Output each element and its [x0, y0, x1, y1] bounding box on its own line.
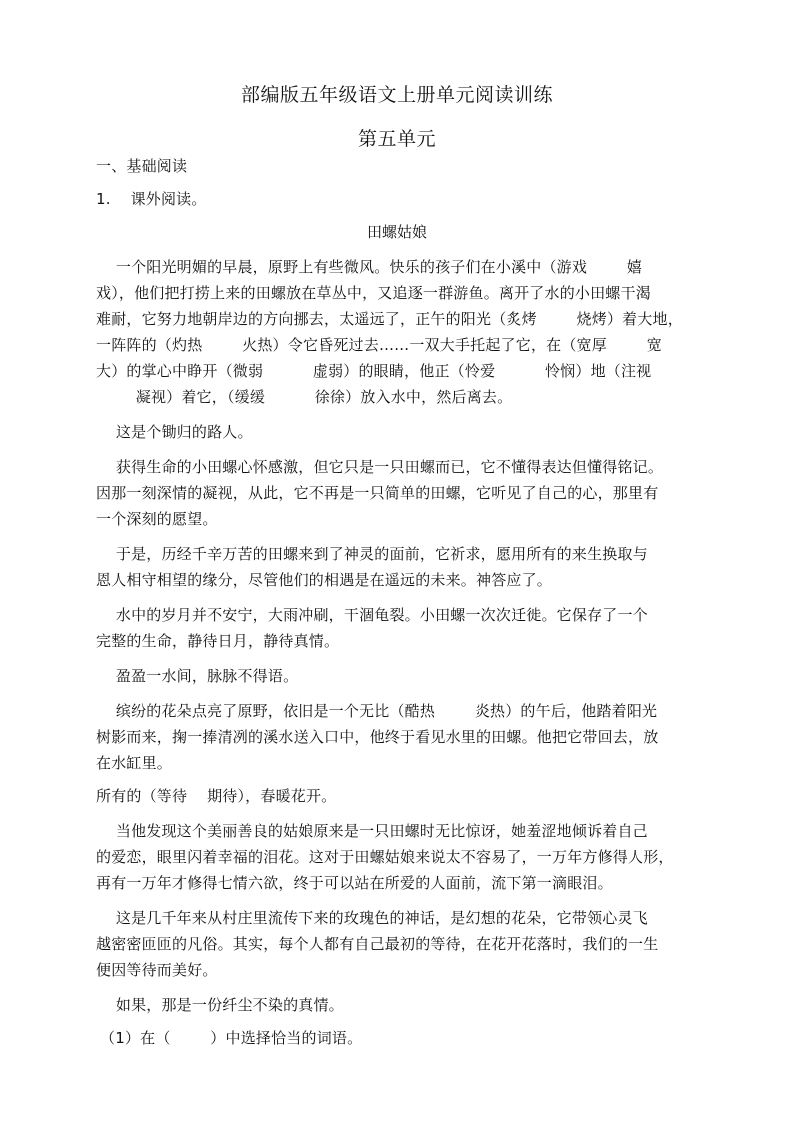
text-line: 如果，那是一份纤尘不染的真情。: [96, 996, 344, 1014]
text-line: 水中的岁月并不安宁，大雨冲刷，干涸龟裂。小田螺一次次迁徙。它保存了一个: [96, 606, 648, 624]
text-line: 在水缸里。: [96, 754, 173, 772]
sub-question-1: （1）在（ ）中选择恰当的词语。: [100, 1029, 363, 1047]
unit-heading: 第五单元: [357, 128, 436, 150]
text-line: 恩人相守相望的缘分，尽管他们的相遇是在遥远的未来。神答应了。: [96, 571, 553, 589]
question-1-label: 1. 课外阅读。: [96, 190, 207, 208]
text-line: 这是个锄归的路人。: [96, 423, 253, 441]
text-line: 于是，历经千辛万苦的田螺来到了神灵的面前，它祈求，愿用所有的来生换取与: [96, 545, 648, 563]
text-line: 戏），他们把打捞上来的田螺放在草丛中，又追逐一群游鱼。离开了水的小田螺干渴: [96, 284, 651, 302]
text-line: 所有的（等待 期待），春暖花开。: [96, 787, 337, 805]
text-line: 获得生命的小田螺心怀感激，但它只是一只田螺而已，它不懂得表达但懂得铭记。: [96, 458, 664, 476]
text-line: 再有一万年才修得七情六欲，终于可以站在所爱的人面前，流下第一滴眼泪。: [96, 874, 613, 892]
text-line: 当他发现这个美丽善良的姑娘原来是一只田螺时无比惊讶，她羞涩地倾诉着自己: [96, 822, 648, 840]
text-line: 完整的生命，静待日月，静待真情。: [96, 632, 340, 650]
text-line: 的爱恋，眼里闪着幸福的泪花。这对于田螺姑娘来说太不容易了，一万年方修得人形，: [96, 848, 674, 866]
text-line: 便因等待而美好。: [96, 961, 218, 979]
text-line: 树影而来，掬一捧清冽的溪水送入口中，他终于看见水里的田螺。他把它带回去，放: [96, 728, 659, 746]
text-line: 一阵阵的（灼热 火热）令它昏死过去……一双大手托起了它，在（宽厚 宽: [96, 336, 662, 354]
text-line: 大）的掌心中睁开（微弱 虚弱）的眼睛，他正（怜爱 怜悯）地（注视: [96, 362, 652, 380]
text-line: 一个深刻的愿望。: [96, 510, 218, 528]
text-line: 难耐，它努力地朝岸边的方向挪去，太遥远了，正午的阳光（炙烤 烧烤）着大地，: [96, 310, 683, 328]
text-line: 这是几千年来从村庄里流传下来的玫瑰色的神话，是幻想的花朵，它带领心灵飞: [96, 909, 648, 927]
page-title: 部编版五年级语文上册单元阅读训练: [240, 84, 553, 106]
text-line: 凝视）着它，（缓缓 徐徐）放入水中，然后离去。: [96, 388, 513, 406]
story-title: 田螺姑娘: [366, 223, 427, 241]
text-line: 一个阳光明媚的早晨，原野上有些微风。快乐的孩子们在小溪中（游戏 嬉: [96, 258, 643, 276]
text-line: 因那一刻深情的凝视，从此，它不再是一只简单的田螺，它听见了自己的心，那里有: [96, 484, 659, 502]
section-heading: 一、基础阅读: [96, 157, 188, 175]
text-line: 越密密匝匝的凡俗。其实，每个人都有自己最初的等待，在花开花落时，我们的一生: [96, 935, 659, 953]
text-line: 盈盈一水间，脉脉不得语。: [96, 667, 299, 685]
text-line: 缤纷的花朵点亮了原野，依旧是一个无比（酷热 炎热）的午后，他踏着阳光: [96, 702, 658, 720]
